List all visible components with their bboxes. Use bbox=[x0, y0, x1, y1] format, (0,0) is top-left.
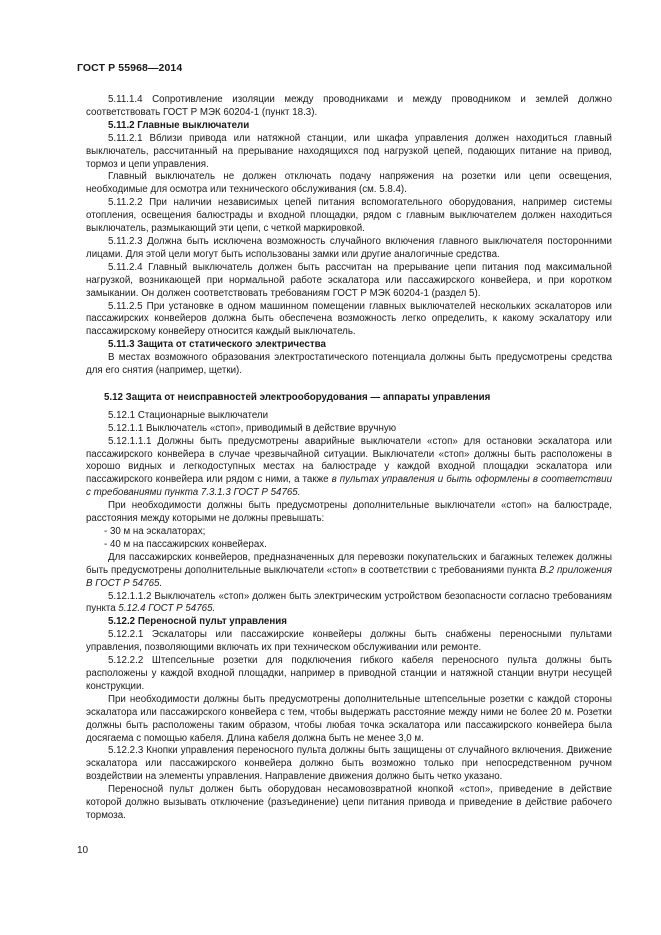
paragraph-text: Для пассажирских конвейеров, предназначенных для перевозки покупательских и багажных тележек должны быть предусмотрены дополнительные выключатели «стоп» в соответствии с требованиями пункта bbox=[86, 551, 612, 576]
paragraph: 5.11.2.1 Вблизи привода или натяжной станции, или шкафа управления должен находиться главный выключатель, рассчитанный на прерывание находящихся под нагрузкой цепей, подающих питание на привод, тормоз и цепи управления. bbox=[86, 132, 612, 170]
section-heading: 5.12.2 Переносной пульт управления bbox=[108, 616, 287, 628]
paragraph: 5.11.1.4 Сопротивление изоляции между проводниками и между проводником и землей должно соответствовать ГОСТ Р МЭК 60204-1 (пункт 18.3). bbox=[86, 94, 612, 118]
paragraph bbox=[86, 591, 612, 617]
paragraph: 5.11.2.3 Должна быть исключена возможность случайного включения главного выключателя посторонними лицами. Для этой цели могут быть использованы замки или другие аналогичные средства. bbox=[86, 235, 612, 260]
paragraph: В местах возможного образования электростатического потенциала должны быть предусмотрены средства для его снятия (например, щетки). bbox=[86, 352, 612, 377]
paragraph-text: 5.12.1.1.1 Должны быть предусмотрены аварийные выключатели «стоп» для остановки эскалатора или пассажирского конвейера в случае чрезвычайной ситуации. Выключатели «стоп» должны быть расположены в хорошо видных и легкодоступных местах на балюстраде у каждой входной площадки эскалатора или пассажирского конвейера или рядом с ними, а также bbox=[86, 435, 612, 486]
paragraph: 5.12.2.1 Эскалаторы или пассажирские конвейеры должны быть снабжены переносными пультами управления, позволяющими включать их при техническом обслуживании или ремонте. bbox=[86, 629, 612, 654]
document-body bbox=[86, 94, 612, 823]
paragraph: 5.11.2.5 При установке в одном машинном помещении главных выключателей нескольких эскалаторов или пассажирских конвейеров должна быть обеспечена возможность легко определить, к какому эскалатору или пассажирскому конвейеру относится каждый выключатель. bbox=[86, 300, 612, 338]
paragraph: При необходимости должны быть предусмотрены дополнительные штепсельные розетки с каждой стороны эскалатора или пассажирского конвейера с тем, чтобы выдержать расстояние между ними не более 20 м. Розетки должны быть расположены таким образом, чтобы любая точка эскалатора или пассажирского конвейера была досягаема с помощью кабеля. Длина кабеля должна быть не менее 3,0 м. bbox=[86, 693, 612, 744]
section-heading: 5.11.3 Защита от статического электричества bbox=[108, 339, 326, 351]
list-item: - 40 м на пассажирских конвейерах. bbox=[104, 538, 267, 550]
paragraph bbox=[86, 552, 612, 591]
paragraph: Главный выключатель не должен отключать подачу напряжения на розетки или цепи освещения, необходимые для осмотра или технического обслуживания (см. 5.8.4). bbox=[86, 171, 612, 196]
paragraph: 5.11.2.2 При наличии независимых цепей питания вспомогательного оборудования, например системы отопления, освещения балюстрады и входной площадки, рядом с главным выключателем должен находиться выключатель, размыкающий эти цепи, с четкой маркировкой. bbox=[86, 197, 612, 235]
list-item: - 30 м на эскалаторах; bbox=[104, 526, 206, 537]
paragraph: При необходимости должны быть предусмотрены дополнительные выключатели «стоп» на балюстраде, расстояния между которыми не должны превышать: bbox=[86, 500, 612, 525]
reference-text: В.2 приложения В ГОСТ Р 54765. bbox=[86, 564, 612, 589]
paragraph-text: 5.12.1.1.2 Выключатель «стоп» должен быть электрическим устройством безопасности согласно требованиям пункта bbox=[86, 590, 612, 615]
paragraph bbox=[86, 436, 612, 501]
paragraph: 5.12.1.1 Выключатель «стоп», приводимый в действие вручную bbox=[108, 422, 397, 434]
paragraph: 5.12.2.3 Кнопки управления переносного пульта должны быть защищены от случайного включения. Движение эскалатора или пассажирского конвейера должно быть возможно только при непосредственном ручном воздействии на элементы управления. Направление движения должно быть четко указано. bbox=[86, 745, 612, 783]
paragraph: 5.12.1 Стационарные выключатели bbox=[108, 409, 269, 421]
reference-text: 5.12.4 ГОСТ Р 54765. bbox=[118, 603, 216, 615]
paragraph: 5.11.2.4 Главный выключатель должен быть рассчитан на прерывание цепи питания под максимальной нагрузкой, возникающей при нормальной работе эскалатора или пассажирского конвейера, и при коротком замыкании. Он должен соответствовать требованиям ГОСТ Р МЭК 60204-1 (раздел 5). bbox=[86, 261, 612, 299]
standard-header: ГОСТ Р 55968—2014 bbox=[77, 62, 183, 74]
section-heading: 5.11.2 Главные выключатели bbox=[108, 119, 250, 131]
paragraph: Переносной пульт должен быть оборудован несамовозвратной кнопкой «стоп», приведение в действие которой должно вызывать отключение (разъединение) цепи питания привода и приведение в действие рабочего тормоза. bbox=[86, 784, 612, 821]
page-number: 10 bbox=[77, 845, 89, 856]
reference-text: в пультах управления и быть оформлены в соответствии с требованиями пункта 7.3.1.3 ГОСТ Р 54765. bbox=[86, 474, 612, 499]
chapter-heading: 5.12 Защита от неисправностей электрооборудования — аппараты управления bbox=[104, 391, 491, 403]
paragraph: 5.12.2.2 Штепсельные розетки для подключения гибкого кабеля переносного пульта должны быть расположены у каждой входной площадки, например в приводной станции и натяжной станции внутри несущей конструкции. bbox=[86, 655, 612, 692]
